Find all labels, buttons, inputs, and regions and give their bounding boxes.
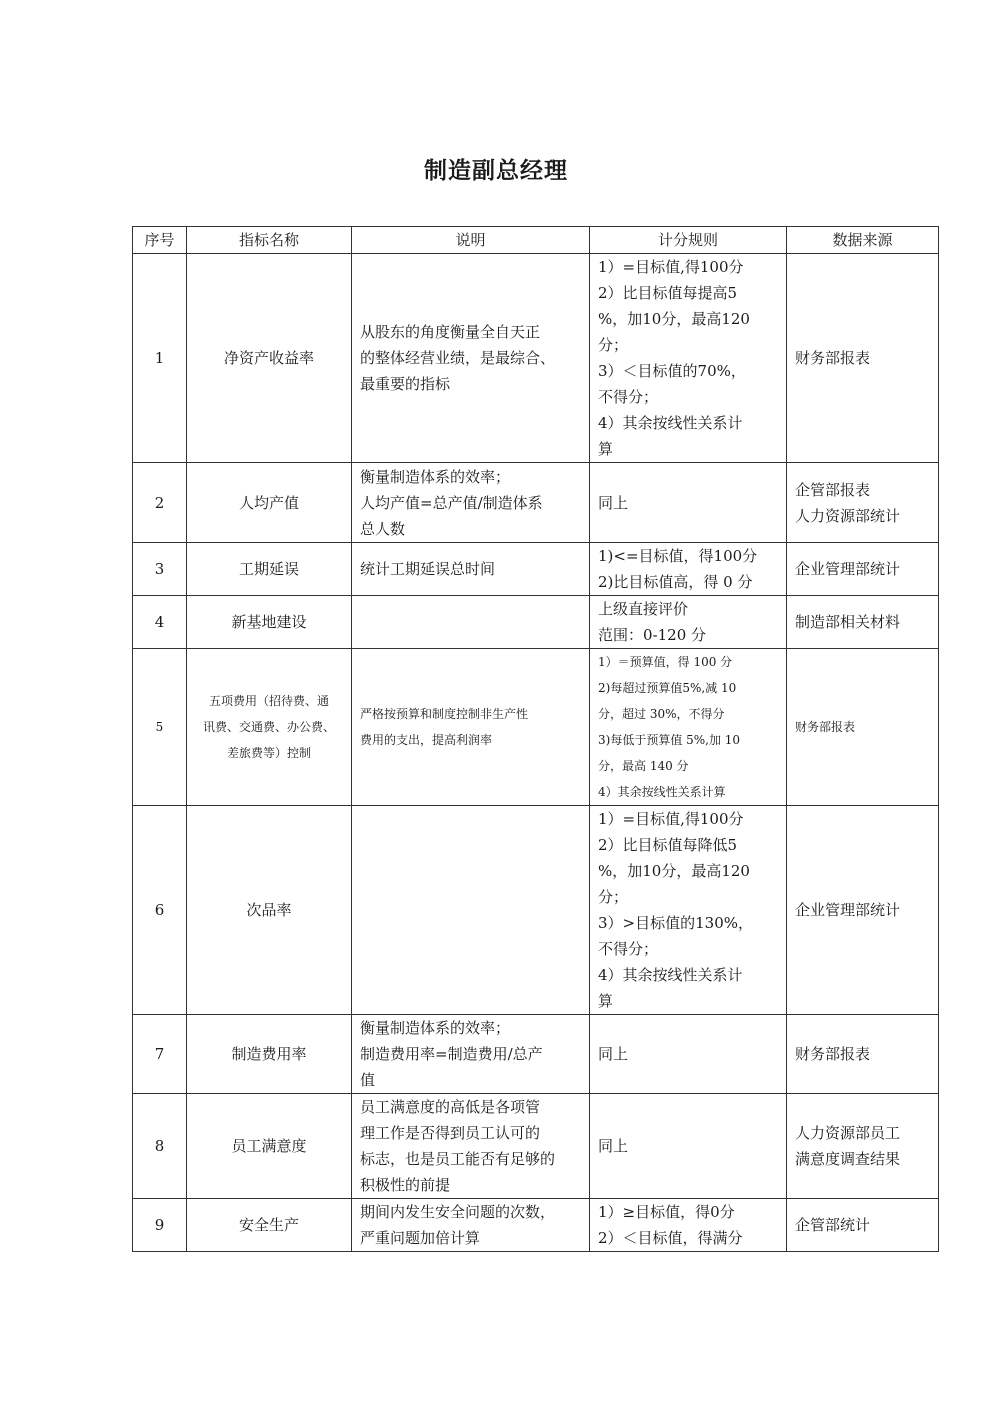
scoring-rule xyxy=(590,649,787,806)
data-source xyxy=(787,254,939,463)
table-row xyxy=(133,463,939,543)
table-row xyxy=(133,806,939,1015)
data-source-line: 企管部统计 xyxy=(795,1216,871,1234)
indicator-description-line: 费用的支出，提高利润率 xyxy=(360,733,493,747)
data-source xyxy=(787,649,939,806)
table-row xyxy=(133,649,939,806)
table-row xyxy=(133,1199,939,1252)
scoring-rule-line: 分，最高 140 分 xyxy=(598,759,689,773)
scoring-rule-line: 2)每超过预算值5%,减 10 xyxy=(598,681,737,695)
row-number: 6 xyxy=(133,806,187,1015)
data-source-line: 人力资源部员工 xyxy=(795,1124,901,1142)
indicator-description xyxy=(352,649,590,806)
data-source-line: 人力资源部统计 xyxy=(795,506,901,525)
indicator-description xyxy=(352,806,590,1015)
scoring-rule-line: 2）＜目标值，得满分 xyxy=(598,1229,743,1247)
scoring-rule-line: 4）其余按线性关系计算 xyxy=(598,785,726,799)
indicator-name: 工期延误 xyxy=(187,543,352,596)
row-number: 2 xyxy=(133,463,187,543)
scoring-rule-line: 2)比目标值高，得 0 分 xyxy=(598,573,753,591)
scoring-rule xyxy=(590,463,787,543)
kpi-table xyxy=(132,226,939,1252)
data-source-line: 财务部报表 xyxy=(795,1045,871,1063)
scoring-rule-line: 不得分； xyxy=(598,388,659,406)
data-source xyxy=(787,543,939,596)
indicator-description-line: 衡量制造体系的效率； xyxy=(360,1019,511,1037)
table-row xyxy=(133,1094,939,1199)
indicator-name-line: 差旅费等）控制 xyxy=(226,746,311,760)
scoring-rule-line: 4）其余按线性关系计 xyxy=(598,414,743,432)
scoring-rule-line: 1）＝预算值，得 100 分 xyxy=(598,655,733,669)
scoring-rule-line: 同上 xyxy=(598,493,629,512)
scoring-rule-line: 1)<=目标值，得100分 xyxy=(598,547,758,565)
scoring-rule-line: 算 xyxy=(598,992,614,1010)
page-title: 制造副总经理 xyxy=(424,158,568,184)
indicator-description xyxy=(352,254,590,463)
indicator-description-line: 员工满意度的高低是各项管 xyxy=(360,1098,541,1116)
table-row xyxy=(133,254,939,463)
row-number: 5 xyxy=(133,649,187,806)
scoring-rule xyxy=(590,1015,787,1094)
row-number: 9 xyxy=(133,1199,187,1252)
indicator-description-line: 最重要的指标 xyxy=(360,375,451,393)
scoring-rule-line: 1）≥目标值，得0分 xyxy=(598,1203,735,1221)
indicator-description-line: 值 xyxy=(360,1071,376,1089)
scoring-rule-line: 3）＜目标值的70%， xyxy=(598,362,746,380)
scoring-rule-line: 同上 xyxy=(598,1137,629,1155)
indicator-name-line: 讯费、交通费、办公费、 xyxy=(202,720,335,734)
data-source-line: 企业管理部统计 xyxy=(795,901,901,919)
indicator-description xyxy=(352,596,590,649)
header-desc: 说明 xyxy=(352,227,590,254)
data-source xyxy=(787,1199,939,1252)
indicator-description-line: 从股东的角度衡量全自天正 xyxy=(360,323,541,341)
table-row xyxy=(133,543,939,596)
scoring-rule xyxy=(590,543,787,596)
data-source xyxy=(787,806,939,1015)
scoring-rule-line: 分； xyxy=(598,888,629,906)
indicator-description-line: 人均产值=总产值/制造体系 xyxy=(360,493,543,512)
indicator-description xyxy=(352,463,590,543)
indicator-description-line: 统计工期延误总时间 xyxy=(360,560,496,578)
indicator-name: 安全生产 xyxy=(187,1199,352,1252)
table-header-row xyxy=(133,227,939,254)
indicator-description-line: 积极性的前提 xyxy=(360,1176,451,1194)
indicator-description-line: 期间内发生安全问题的次数， xyxy=(360,1203,556,1221)
scoring-rule-line: 1）=目标值,得100分 xyxy=(598,258,744,276)
scoring-rule-line: %，加10分，最高120 xyxy=(598,862,750,880)
scoring-rule xyxy=(590,254,787,463)
scoring-rule xyxy=(590,1094,787,1199)
scoring-rule-line: 分； xyxy=(598,336,629,354)
indicator-description-line: 总人数 xyxy=(360,519,406,538)
data-source xyxy=(787,596,939,649)
scoring-rule xyxy=(590,806,787,1015)
indicator-name: 次品率 xyxy=(187,806,352,1015)
scoring-rule-line: 上级直接评价 xyxy=(598,600,689,618)
row-number: 1 xyxy=(133,254,187,463)
scoring-rule-line: 4）其余按线性关系计 xyxy=(598,966,743,984)
scoring-rule-line: 3）>目标值的130%， xyxy=(598,914,753,932)
data-source-line: 财务部报表 xyxy=(795,720,856,734)
scoring-rule-line: 2）比目标值每提高5 xyxy=(598,284,738,302)
indicator-description-line: 衡量制造体系的效率； xyxy=(360,467,511,486)
scoring-rule-line: 同上 xyxy=(598,1045,629,1063)
data-source-line: 企业管理部统计 xyxy=(795,560,901,578)
row-number: 7 xyxy=(133,1015,187,1094)
data-source-line: 企管部报表 xyxy=(795,480,871,499)
indicator-description-line: 标志，也是员工能否有足够的 xyxy=(360,1150,556,1168)
data-source xyxy=(787,1094,939,1199)
scoring-rule xyxy=(590,596,787,649)
scoring-rule-line: 不得分； xyxy=(598,940,659,958)
header-name: 指标名称 xyxy=(187,227,352,254)
header-rule: 计分规则 xyxy=(590,227,787,254)
indicator-description-line: 严格按预算和制度控制非生产性 xyxy=(360,707,529,721)
scoring-rule-line: 分，超过 30%，不得分 xyxy=(598,707,725,721)
data-source-line: 满意度调查结果 xyxy=(795,1150,901,1168)
indicator-name: 净资产收益率 xyxy=(187,254,352,463)
indicator-description xyxy=(352,1199,590,1252)
row-number: 3 xyxy=(133,543,187,596)
indicator-description-line: 制造费用率=制造费用/总产 xyxy=(360,1045,543,1063)
scoring-rule xyxy=(590,1199,787,1252)
indicator-name: 人均产值 xyxy=(187,463,352,543)
indicator-name: 新基地建设 xyxy=(187,596,352,649)
indicator-description xyxy=(352,1015,590,1094)
data-source xyxy=(787,463,939,543)
indicator-name: 员工满意度 xyxy=(187,1094,352,1199)
table-row xyxy=(133,1015,939,1094)
scoring-rule-line: %，加10分，最高120 xyxy=(598,310,750,328)
scoring-rule-line: 2）比目标值每降低5 xyxy=(598,836,738,854)
indicator-description-line: 的整体经营业绩，是最综合、 xyxy=(360,349,556,367)
indicator-description xyxy=(352,543,590,596)
scoring-rule-line: 3)每低于预算值 5%,加 10 xyxy=(598,733,741,747)
table-row xyxy=(133,596,939,649)
scoring-rule-line: 范围：0-120 分 xyxy=(598,626,707,644)
data-source-line: 财务部报表 xyxy=(795,349,871,367)
header-no: 序号 xyxy=(133,227,187,254)
indicator-name: 制造费用率 xyxy=(187,1015,352,1094)
indicator-name-line: 五项费用（招待费、通 xyxy=(208,694,329,708)
header-source: 数据来源 xyxy=(787,227,939,254)
data-source-line: 制造部相关材料 xyxy=(795,613,901,631)
indicator-description-line: 理工作是否得到员工认可的 xyxy=(360,1124,541,1142)
indicator-description xyxy=(352,1094,590,1199)
data-source xyxy=(787,1015,939,1094)
indicator-description-line: 严重问题加倍计算 xyxy=(360,1229,481,1247)
scoring-rule-line: 算 xyxy=(598,440,614,458)
row-number: 8 xyxy=(133,1094,187,1199)
scoring-rule-line: 1）=目标值,得100分 xyxy=(598,810,744,828)
row-number: 4 xyxy=(133,596,187,649)
indicator-name xyxy=(187,649,352,806)
